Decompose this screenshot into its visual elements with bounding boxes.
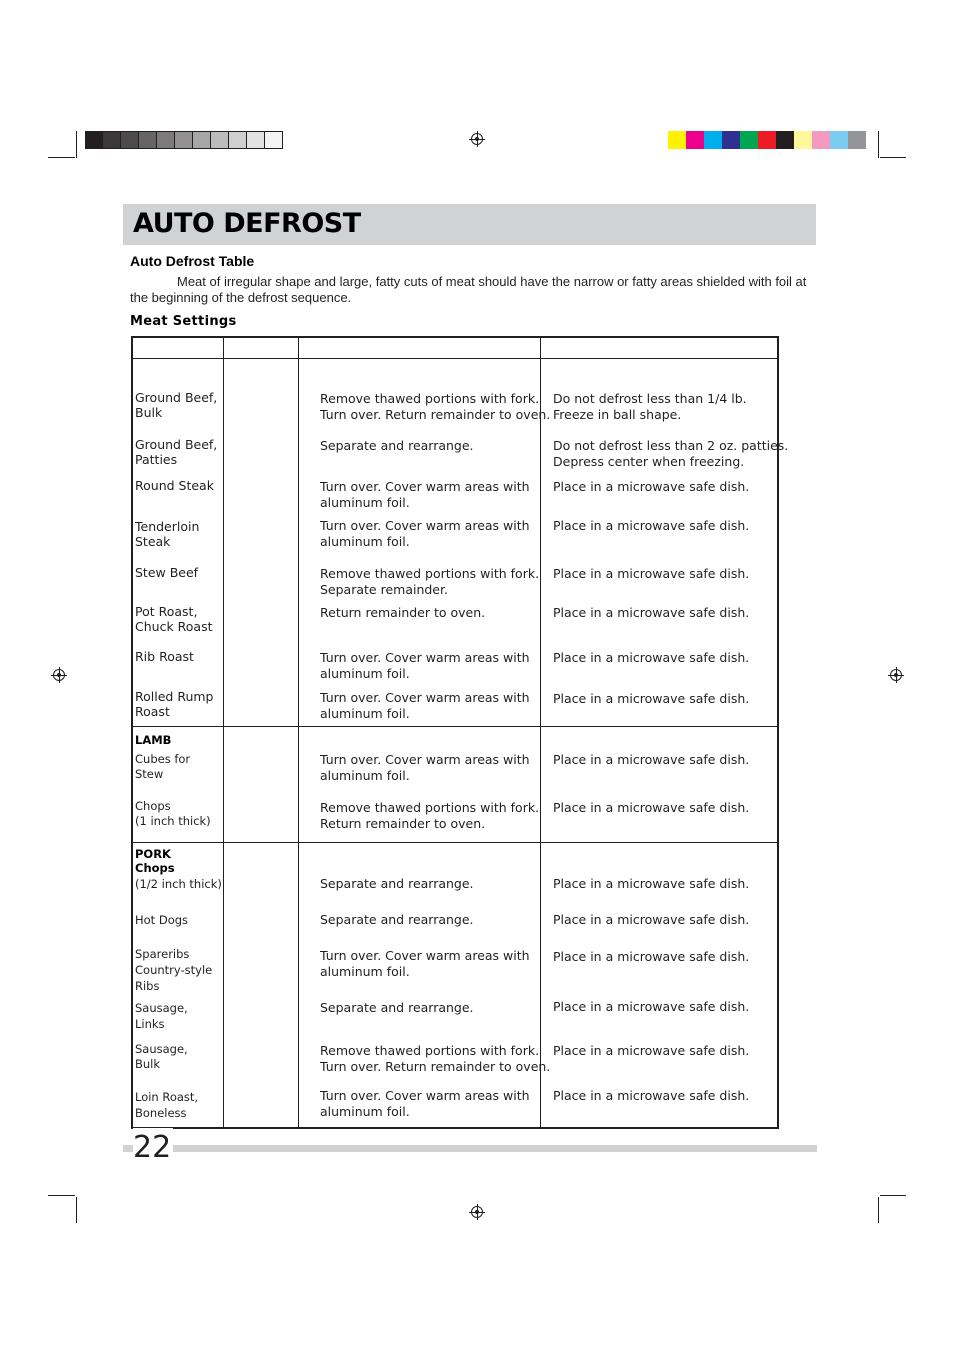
- food-name: Ground Beef, Bulk: [135, 390, 218, 420]
- crop-mark: [880, 1195, 906, 1196]
- column-divider: [540, 336, 541, 1129]
- directions: Turn over. Cover warm areas with aluminum foil.: [320, 690, 530, 721]
- registration-mark-icon: [471, 133, 483, 145]
- directions: Remove thawed portions with fork. Turn over. Return remainder to oven.: [320, 391, 551, 422]
- crop-mark: [76, 1197, 77, 1223]
- notes: Place in a microwave safe dish.: [553, 1088, 750, 1103]
- notes: Place in a microwave safe dish.: [553, 566, 750, 581]
- directions: Separate and rearrange.: [320, 1000, 474, 1015]
- directions: Turn over. Cover warm areas with aluminum foil.: [320, 948, 530, 979]
- crop-mark: [48, 1195, 75, 1196]
- notes: Place in a microwave safe dish.: [553, 752, 750, 767]
- directions: Turn over. Cover warm areas with aluminum foil.: [320, 518, 530, 549]
- column-divider: [298, 336, 299, 1129]
- registration-mark-icon: [471, 1206, 483, 1218]
- directions: Return remainder to oven.: [320, 605, 486, 620]
- section-title: Auto Defrost Table: [130, 253, 255, 269]
- notes: Place in a microwave safe dish.: [553, 949, 750, 964]
- food-name: Stew Beef: [135, 565, 199, 580]
- notes: Place in a microwave safe dish.: [553, 999, 750, 1014]
- notes: Place in a microwave safe dish.: [553, 876, 750, 891]
- group-heading-pork: PORK Chops: [135, 847, 175, 875]
- food-name: Tenderloin Steak: [135, 519, 200, 549]
- notes: Place in a microwave safe dish.: [553, 1043, 750, 1058]
- directions: Turn over. Cover warm areas with aluminum foil.: [320, 650, 530, 681]
- intro-paragraph: Meat of irregular shape and large, fatty cuts of meat should have the narrow or fatty areas shielded with foil at the beginning of the defrost sequence.: [130, 274, 807, 305]
- notes: Place in a microwave safe dish.: [553, 518, 750, 533]
- registration-mark-icon: [53, 669, 65, 681]
- notes: Place in a microwave safe dish.: [553, 605, 750, 620]
- crop-mark: [878, 131, 879, 158]
- column-divider: [223, 336, 224, 1129]
- food-name: Cubes for Stew: [135, 752, 191, 781]
- registration-mark-icon: [890, 669, 902, 681]
- directions: Turn over. Cover warm areas with aluminum foil.: [320, 1088, 530, 1119]
- group-divider: [131, 726, 779, 727]
- directions: Remove thawed portions with fork. Separate remainder.: [320, 566, 540, 597]
- grayscale-bar: [85, 131, 283, 149]
- food-name: Round Steak: [135, 478, 214, 493]
- food-name: Pot Roast, Chuck Roast: [135, 604, 213, 634]
- group-heading-lamb: LAMB: [135, 733, 172, 747]
- header-row-divider: [131, 358, 779, 359]
- color-calibration-bar: [668, 131, 866, 149]
- notes: Place in a microwave safe dish.: [553, 479, 750, 494]
- notes: Place in a microwave safe dish.: [553, 800, 750, 815]
- crop-mark: [76, 131, 77, 158]
- food-name: Hot Dogs: [135, 913, 189, 927]
- food-name: Rolled Rump Roast: [135, 689, 214, 719]
- footer-band: [123, 1145, 817, 1152]
- directions: Remove thawed portions with fork. Return remainder to oven.: [320, 800, 540, 831]
- page-number: 22: [133, 1128, 173, 1168]
- directions: Separate and rearrange.: [320, 438, 474, 453]
- notes: Place in a microwave safe dish.: [553, 650, 750, 665]
- notes: Do not defrost less than 2 oz. patties. Depress center when freezing.: [553, 438, 789, 469]
- food-name: Chops (1 inch thick): [135, 799, 211, 828]
- food-name: Spareribs Country-style Ribs: [135, 947, 213, 993]
- notes: Place in a microwave safe dish.: [553, 912, 750, 927]
- food-name: Loin Roast, Boneless: [135, 1090, 199, 1120]
- group-divider: [131, 842, 779, 843]
- food-name: Sausage, Links: [135, 1001, 188, 1031]
- crop-mark: [48, 157, 75, 158]
- notes: Place in a microwave safe dish.: [553, 691, 750, 706]
- food-name: Ground Beef, Patties: [135, 437, 218, 467]
- notes: Do not defrost less than 1/4 lb. Freeze in ball shape.: [553, 391, 747, 422]
- directions: Turn over. Cover warm areas with aluminum foil.: [320, 479, 530, 510]
- crop-mark: [880, 157, 906, 158]
- page-title: AUTO DEFROST: [133, 208, 361, 239]
- food-name: (1/2 inch thick): [135, 877, 222, 891]
- table-title: Meat Settings: [130, 314, 237, 329]
- directions: Remove thawed portions with fork. Turn over. Return remainder to oven.: [320, 1043, 551, 1074]
- directions: Separate and rearrange.: [320, 912, 474, 927]
- food-name: Sausage, Bulk: [135, 1042, 188, 1071]
- directions: Turn over. Cover warm areas with aluminum foil.: [320, 752, 530, 783]
- directions: Separate and rearrange.: [320, 876, 474, 891]
- food-name: Rib Roast: [135, 649, 194, 664]
- crop-mark: [878, 1197, 879, 1223]
